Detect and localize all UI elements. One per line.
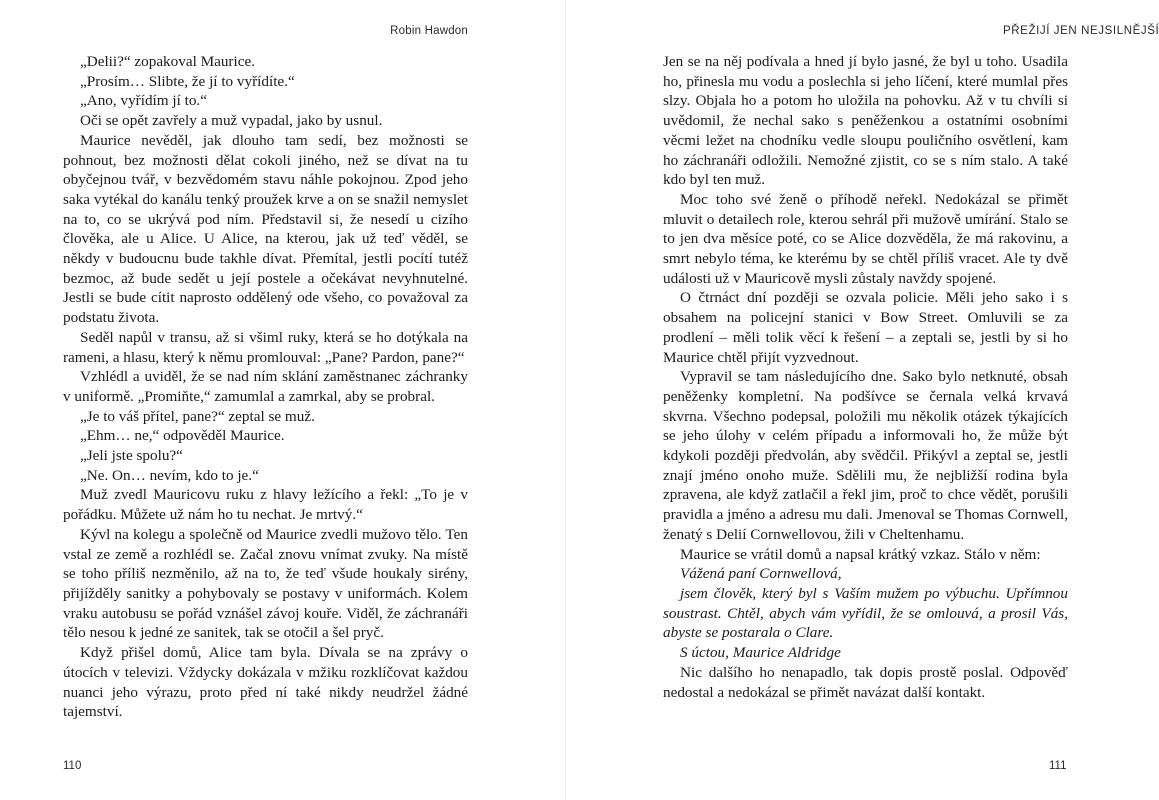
paragraph: Když přišel domů, Alice tam byla. Dívala se na zprávy o útocích v televizi. Vždycky dokázala v mžiku rozklíčovat každou nuanci jeho výrazu, proto před ní také nikdy neudržel žádné tajemství.: [63, 644, 468, 721]
running-head-author: Robin Hawdon: [390, 25, 468, 37]
letter-salutation: Vážená paní Cornwellová,: [680, 565, 842, 583]
letter-body: jsem člověk, který byl s Vaším mužem po výbuchu. Upřímnou soustrast. Chtěl, abych vám vyřídil, že se omlouvá, a prosil Vás, abyste se postarala o Clare.: [663, 584, 1068, 642]
paragraph: Oči se opět zavřely a muž vypadal, jako by usnul.: [80, 112, 383, 130]
right-page-body: [663, 52, 1068, 702]
paragraph: „Prosím… Slibte, že jí to vyřídíte.“: [80, 72, 295, 90]
paragraph: „Delii?“ zopakoval Maurice.: [80, 53, 255, 70]
running-head-title: PŘEŽIJÍ JEN NEJSILNĚJŠÍ: [1003, 25, 1159, 37]
paragraph: Jen se na něj podívala a hned jí bylo jasné, že byl u toho. Usadila ho, přinesla mu vodu a poslechla si jeho líčení, které mumlal přes slzy. Objala ho a potom ho uložila na pohovku. Až v tu chvíli si uvědomil, že nechal sako s peněženkou a ostatními osobními věcmi ležet na chodníku vedle sloupu pouličního osvětlení, kam ho záchranáři odložili. Nemožné zjistit, co se s ním stalo. A také kdo byl ten muž.: [663, 53, 1068, 189]
paragraph: Maurice nevěděl, jak dlouho tam sedí, bez možnosti se pohnout, bez možnosti dělat cokoli jiného, než se dívat na tu obyčejnou tvář, v bezvědomém stavu náhle pokojnou. Zpod jeho saka vytékal do kanálu tenký proužek krve a on se snažil nemyslet na to, co se ukrývá pod ním. Představil si, že nesedí u cizího člověka, ale u Alice. U Alice, na kterou, jak už teď věděl, se někdy v budoucnu bude takhle dívat. Přemítal, jestli pocítí tutéž bezmoc, až bude sedět u její postele a očekávat nevyhnutelné. Jestli se bude cítit naprosto oddělený ode všeho, co považoval za podstatu života.: [63, 131, 468, 327]
page-number-left: 110: [63, 760, 82, 772]
paragraph: „Ne. On… nevím, kdo to je.“: [80, 466, 259, 484]
paragraph: Maurice se vrátil domů a napsal krátký vzkaz. Stálo v něm:: [680, 545, 1041, 563]
paragraph: Kývl na kolegu a společně od Maurice zvedli mužovo tělo. Ten vstal ze země a rozhlédl se. Začal znovu vnímat zvuky. Na místě se toho příliš nezměnilo, až na to, že teď všude houkaly sirény, přijížděly sanitky a pohybovaly se postavy v uniformách. Kolem vraku autobusu se pořád vznášel závoj kouře. Viděl, že záchranáři tělo nesou k jedné ze sanitek, tak se otočil a šel pryč.: [63, 525, 468, 642]
paragraph: Moc toho své ženě o příhodě neřekl. Nedokázal se přimět mluvit o detailech role, kterou sehrál při mužově umírání. Stalo se to jen dva měsíce poté, co se Alice dozvěděla, že má rakovinu, a smrt nebylo téma, ke kterému by se chtěl příliš vracet. Ale ty dvě události už v Mauricově mysli zůstaly navždy spojené.: [663, 190, 1068, 287]
paragraph: Vzhlédl a uviděl, že se nad ním sklání zaměstnanec záchranky v uniformě. „Promiňte,“ zamumlal a zamrkal, aby se probral.: [63, 368, 468, 405]
paragraph: „Ehm… ne,“ odpověděl Maurice.: [80, 427, 285, 445]
right-page: [566, 0, 1159, 800]
paragraph: „Ano, vyřídím jí to.“: [80, 92, 207, 110]
paragraph: Nic dalšího ho nenapadlo, tak dopis prostě poslal. Odpověď nedostal a nedokázal se přimět navázat další kontakt.: [663, 663, 1068, 701]
paragraph: Muž zvedl Mauricovu ruku z hlavy ležícího a řekl: „To je v pořádku. Můžete už nám ho tu nechat. Je mrtvý.“: [63, 486, 468, 524]
paragraph: Seděl napůl v transu, až si všiml ruky, která se ho dotýkala na rameni, a hlasu, který k němu promlouval: „Pane? Pardon, pane?“: [63, 328, 468, 366]
left-page: [0, 0, 565, 800]
letter-signature: S úctou, Maurice Aldridge: [680, 644, 841, 662]
left-page-body: [63, 52, 468, 722]
paragraph: „Je to váš přítel, pane?“ zeptal se muž.: [80, 407, 315, 425]
paragraph: O čtrnáct dní později se ozvala policie. Měli jeho sako i s obsahem na policejní stanici v Bow Street. Omluvili se za prodlení – měli tolik věcí k řešení – a zeptali se, jestli by si ho Maurice chtěl přijít vyzvednout.: [663, 289, 1068, 366]
page-number-right: 111: [1049, 760, 1067, 772]
paragraph: „Jeli jste spolu?“: [80, 447, 183, 465]
paragraph: Vypravil se tam následujícího dne. Sako bylo netknuté, obsah peněženky kompletní. Na podšívce se černala velká krvavá skvrna. Všechno podepsal, položili mu několik otázek týkajících se jeho úlohy v celém případu a informovali ho, že může být kdykoli později předvolán, aby svědčil. Přikývl a zeptal se, jestli znají jméno onoho muže. Sdělili mu, že nejbližší rodina byla zpravena, ale když zatlačil a řekl jim, proč to chce vědět, porušili pravidla a jméno a adresu mu dali. Jmenoval se Thomas Cornwell, ženatý s Delií Cornwellovou, žili v Cheltenhamu.: [663, 368, 1068, 543]
